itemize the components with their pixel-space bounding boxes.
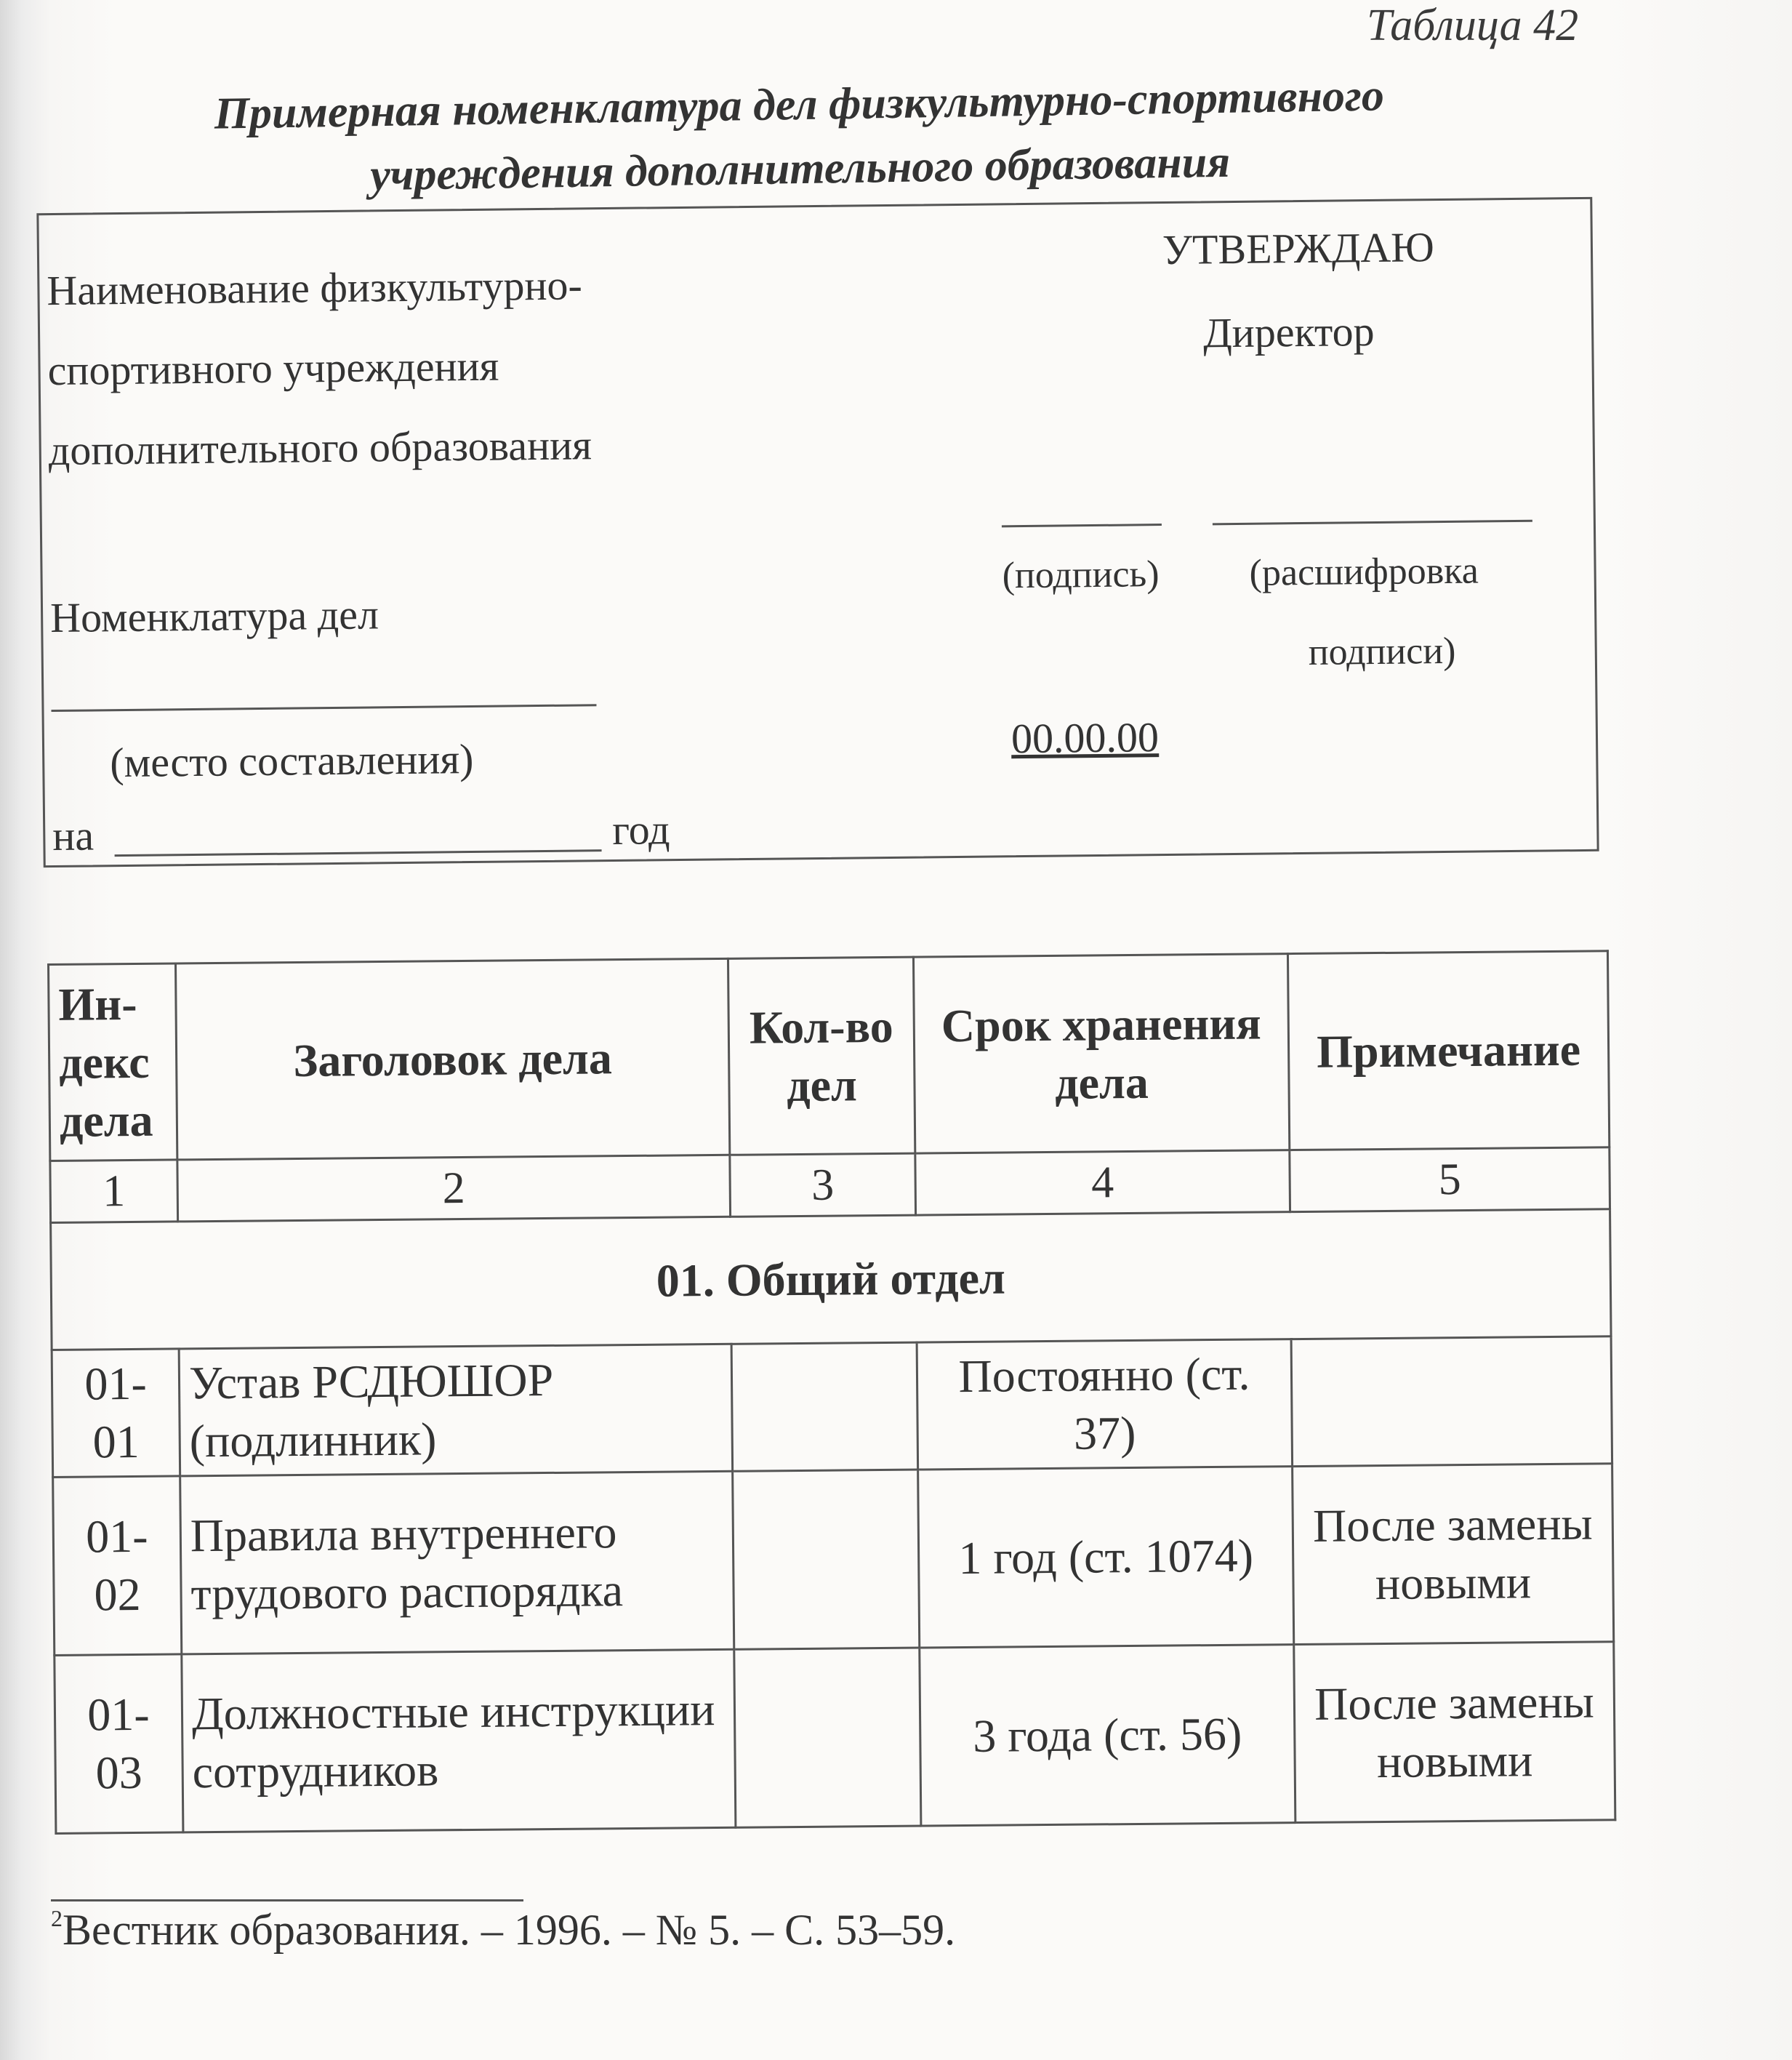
section-title: 01. Общий отдел	[51, 1209, 1611, 1350]
place-blank-line	[51, 704, 596, 712]
year-suffix: год	[611, 806, 670, 854]
place-caption: (место составления)	[109, 734, 474, 787]
column-number: 3	[730, 1153, 916, 1217]
org-name-line-1: Наименование физкультурно-	[47, 261, 583, 315]
decode-caption-line-2: подписи)	[1308, 630, 1456, 673]
signature-line	[1002, 524, 1162, 527]
nomenclature-table	[47, 950, 1616, 1835]
row-count	[733, 1470, 920, 1649]
header-title: Заголовок дела	[176, 958, 730, 1160]
row-title: Должностные инструкции сотрудников	[182, 1649, 736, 1832]
table-row	[55, 1642, 1615, 1834]
column-number: 4	[915, 1150, 1290, 1215]
document-title	[145, 63, 1455, 211]
table-row	[52, 1336, 1612, 1478]
footnote	[51, 1905, 955, 1955]
row-note: После замены новыми	[1294, 1642, 1615, 1823]
title-line-2: учреждения дополнительного образования	[369, 137, 1231, 201]
footnote-separator	[51, 1899, 523, 1901]
decode-line	[1213, 520, 1532, 526]
footnote-mark: 2	[51, 1905, 63, 1931]
row-retention: Постоянно (ст. 37)	[917, 1339, 1293, 1470]
row-note: После замены новыми	[1293, 1464, 1614, 1645]
footnote-text: Вестник образования. – 1996. – № 5. – С. 53–59.	[63, 1906, 956, 1954]
row-title: Правила внутреннего трудового распорядка	[180, 1471, 734, 1654]
header-row	[49, 951, 1610, 1161]
title-line-1: Примерная номенклатура дел физкультурно-спортивного	[214, 71, 1385, 139]
column-number: 5	[1290, 1147, 1610, 1212]
decode-caption-line-1: (расшифровка	[1249, 550, 1479, 594]
approve-label: УТВЕРЖДАЮ	[1162, 223, 1435, 274]
row-count	[734, 1648, 921, 1827]
row-count	[731, 1342, 918, 1471]
signature-caption: (подпись)	[1002, 553, 1160, 597]
approval-date: 00.00.00	[1010, 713, 1160, 763]
column-number: 1	[50, 1160, 178, 1223]
year-blank-line	[115, 849, 602, 857]
row-index: 01-01	[52, 1349, 180, 1478]
table-number: Таблица 42	[1367, 1, 1579, 50]
row-index: 01-03	[55, 1654, 183, 1834]
row-title: Устав РСДЮШОР (подлинник)	[179, 1344, 732, 1476]
header-retention: Срок хранения дела	[913, 954, 1289, 1153]
header-form-block	[36, 197, 1599, 867]
org-name-line-2: спортивного учреждения	[47, 342, 499, 395]
year-prefix: на	[52, 811, 95, 860]
section-row	[51, 1209, 1611, 1350]
table-row	[53, 1464, 1614, 1656]
header-count: Кол-во дел	[728, 957, 915, 1155]
director-label: Директор	[1202, 307, 1375, 357]
row-note	[1291, 1336, 1612, 1467]
row-retention: 3 года (ст. 56)	[920, 1645, 1295, 1826]
row-index: 01-02	[53, 1476, 182, 1656]
org-name-line-3: дополнительного образования	[48, 421, 592, 475]
nomenclature-label: Номенклатура дел	[49, 590, 379, 642]
column-number: 2	[177, 1155, 731, 1222]
row-retention: 1 год (ст. 1074)	[918, 1467, 1294, 1648]
header-index: Ин- декс дела	[49, 963, 177, 1161]
header-note: Примечание	[1287, 951, 1609, 1150]
